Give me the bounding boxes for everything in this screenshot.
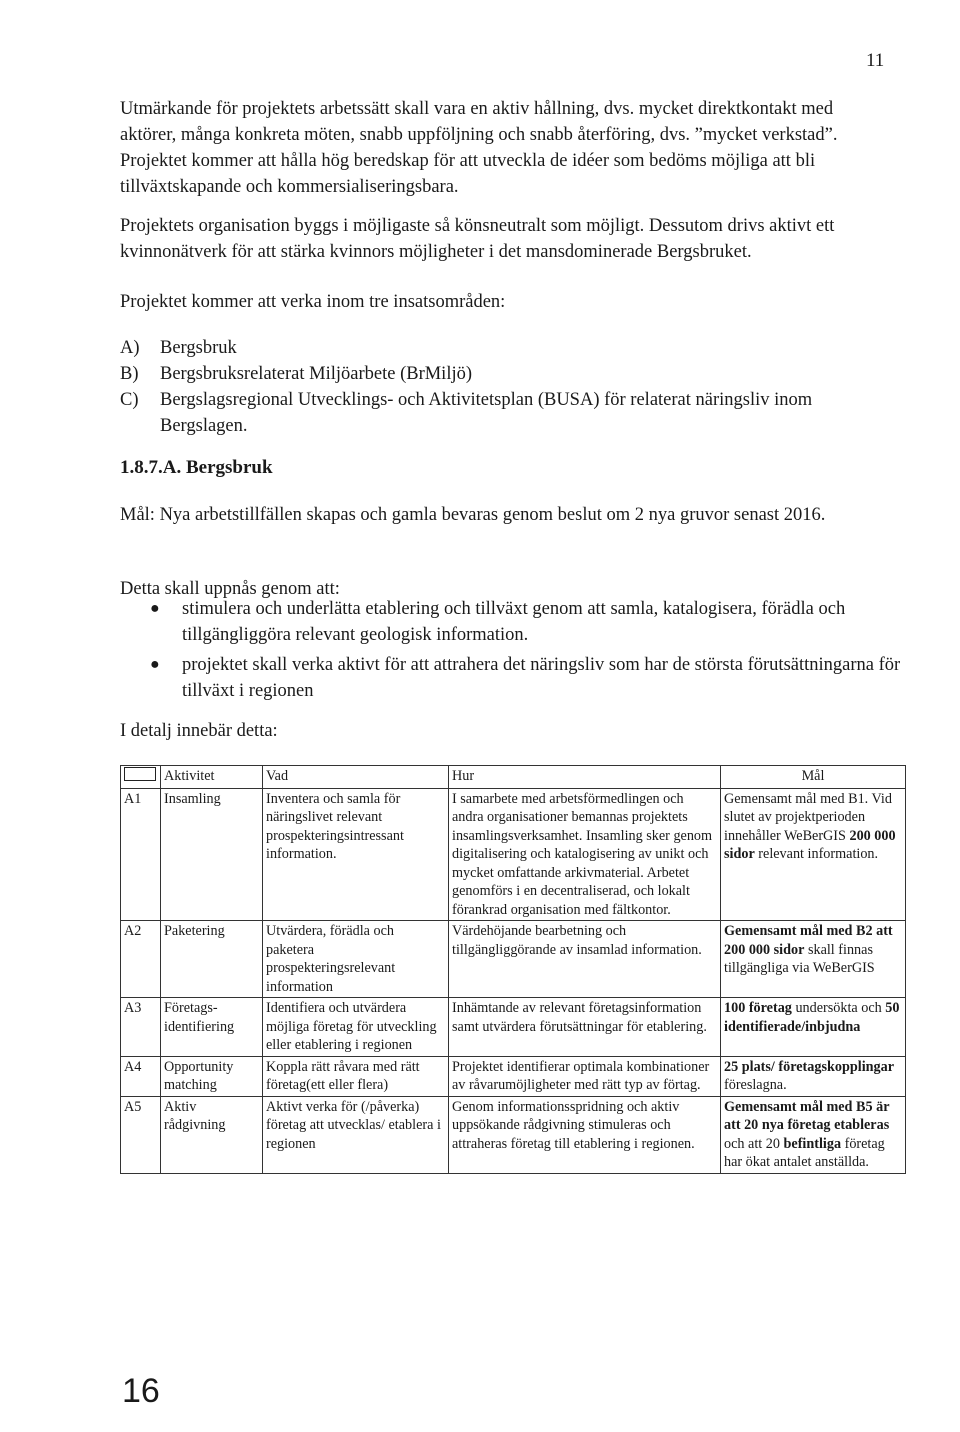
list-marker: C) <box>120 390 139 410</box>
empty-header-box <box>124 767 156 781</box>
cell-vad: Utvärdera, förädla och paketera prospekteringsrelevant information <box>263 921 449 998</box>
table-row <box>121 998 906 1057</box>
cell-aktivitet: Paketering <box>161 921 263 998</box>
text-run: och att 20 <box>724 1135 784 1152</box>
list-item-text: Bergsbruksrelaterat Miljöarbete (BrMiljö) <box>160 364 473 384</box>
table-row <box>121 1096 906 1173</box>
cell-hur: Genom informationsspridning och aktiv uppsökande rådgivning stimuleras och attraheras företag till etablering i regionen. <box>449 1096 721 1173</box>
header-vad: Vad <box>263 766 449 789</box>
bold-text: befintliga <box>783 1135 842 1152</box>
cell-mal <box>721 1056 906 1096</box>
list-item-text: projektet skall verka aktivt för att attrahera det näringsliv som har de största förutsättningarna för tillväxt i regionen <box>182 655 901 701</box>
header-hur: Hur <box>449 766 721 789</box>
text-run: undersökta och <box>791 1000 886 1016</box>
list-item-text: Bergslagsregional Utvecklings- och Aktivitetsplan (BUSA) för relaterat näringsliv inom Bergslagen. <box>160 390 813 436</box>
activity-table <box>120 765 906 1174</box>
text-run: relevant information. <box>754 846 879 862</box>
bold-text: 100 företag <box>724 1000 792 1016</box>
footer-number: 16 <box>122 1372 160 1410</box>
cell-id: A4 <box>121 1056 161 1096</box>
list-item <box>120 387 900 439</box>
list-item-text: stimulera och underlätta etablering och tillväxt genom att samla, katalogisera, förädla och tillgängliggöra relevant geologisk information. <box>182 599 846 645</box>
cell-hur: Projektet identifierar optimala kombinationer av råvarumöjligheter med rätt typ av förtag. <box>449 1056 721 1096</box>
list-item <box>150 596 910 648</box>
bullet-icon: ● <box>150 656 160 673</box>
bold-text: Gemensamt mål med B5 är att 20 nya företag etableras <box>724 1098 890 1133</box>
organisation-paragraph: Projektets organisation byggs i möjligaste så könsneutralt som möjligt. Dessutom drivs aktivt ett kvinnonätverk för att stärka kvinnors möjligheter i det mansdominerade Bergsbruket. <box>120 216 835 262</box>
cell-vad: Identifiera och utvärdera möjliga företag för utveckling eller etablering i regionen <box>263 998 449 1057</box>
cell-mal <box>721 1096 906 1173</box>
list-item <box>120 361 900 387</box>
header-mal: Mål <box>721 766 906 789</box>
table-row <box>121 921 906 998</box>
cell-mal <box>721 921 906 998</box>
detail-intro: I detalj innebär detta: <box>120 721 278 741</box>
cell-vad: Koppla rätt råvara med rätt företag(ett eller flera) <box>263 1056 449 1096</box>
table-row <box>121 1056 906 1096</box>
text-run: Gemensamt mål med B1. Vid slutet av projektperioden innehåller WeBerGIS <box>724 790 892 844</box>
bold-text: 25 plats/ företagskopplingar <box>724 1058 895 1075</box>
intro-paragraph: Utmärkande för projektets arbetssätt skall vara en aktiv hållning, dvs. mycket direktkontakt med aktörer, många konkreta möten, snabb uppföljning och snabb återföring, dvs. ”mycket verkstad”. Projektet kommer att hålla hög beredskap för att utveckla de idéer som bedöms möjliga att bli tillväxtskapande och kommersialiseringsbara. <box>120 99 838 197</box>
header-aktivitet: Aktivitet <box>161 766 263 789</box>
list-marker: A) <box>120 338 140 358</box>
cell-id: A5 <box>121 1096 161 1173</box>
cell-aktivitet: Opportunity matching <box>161 1056 263 1096</box>
areas-list <box>120 335 900 439</box>
table-row <box>121 788 906 921</box>
text-run: skall finnas tillgängliga via WeBerGIS <box>724 941 875 976</box>
cell-id: A3 <box>121 998 161 1057</box>
cell-id: A2 <box>121 921 161 998</box>
table-header-row <box>121 766 906 789</box>
section-heading: 1.8.7.A. Bergsbruk <box>120 457 273 478</box>
cell-hur: Värdehöjande bearbetning och tillgängliggörande av insamlad information. <box>449 921 721 998</box>
bold-text: 50 identifierade/inbjudna <box>724 1000 900 1035</box>
list-item <box>150 652 910 704</box>
list-item <box>120 335 900 361</box>
cell-aktivitet: Företags-identifiering <box>161 998 263 1057</box>
cell-aktivitet: Insamling <box>161 788 263 921</box>
list-item-text: Bergsbruk <box>160 338 237 358</box>
text-run: föreslagna. <box>724 1077 787 1093</box>
goal-paragraph: Mål: Nya arbetstillfällen skapas och gamla bevaras genom beslut om 2 nya gruvor senast 2016. <box>120 505 826 525</box>
cell-hur: Inhämtande av relevant företagsinformation samt utvärdera förutsättningar för etablering. <box>449 998 721 1057</box>
cell-vad: Inventera och samla för näringslivet relevant prospekteringsintressant information. <box>263 788 449 921</box>
achieve-intro: Detta skall uppnås genom att: <box>120 579 340 599</box>
bold-text: Gemensamt mål med B2 att 200 000 sidor <box>724 923 893 958</box>
cell-id: A1 <box>121 788 161 921</box>
cell-mal <box>721 788 906 921</box>
areas-intro: Projektet kommer att verka inom tre insatsområden: <box>120 292 506 312</box>
cell-hur: I samarbete med arbetsförmedlingen och andra organisationer bemannas projektets insamlingsverksamhet. Insamling sker genom digitalisering och katalogisering av unikt och mycket omfattande arkivmaterial. Arbetet genomförs i en decentraliserad, och lokalt förankrad organisation med fältkontor. <box>449 788 721 921</box>
table-body <box>121 788 906 1173</box>
cell-aktivitet: Aktiv rådgivning <box>161 1096 263 1173</box>
bullet-icon: ● <box>150 600 160 617</box>
list-marker: B) <box>120 364 139 384</box>
bold-text: 200 000 sidor <box>724 827 896 862</box>
cell-vad: Aktivt verka för (/påverka) företag att utvecklas/ etablera i regionen <box>263 1096 449 1173</box>
text-run: företag har ökat antalet anställda. <box>724 1135 885 1170</box>
page-number: 11 <box>866 50 885 71</box>
cell-mal <box>721 998 906 1057</box>
bullet-list <box>150 596 910 708</box>
header-id <box>121 766 161 789</box>
